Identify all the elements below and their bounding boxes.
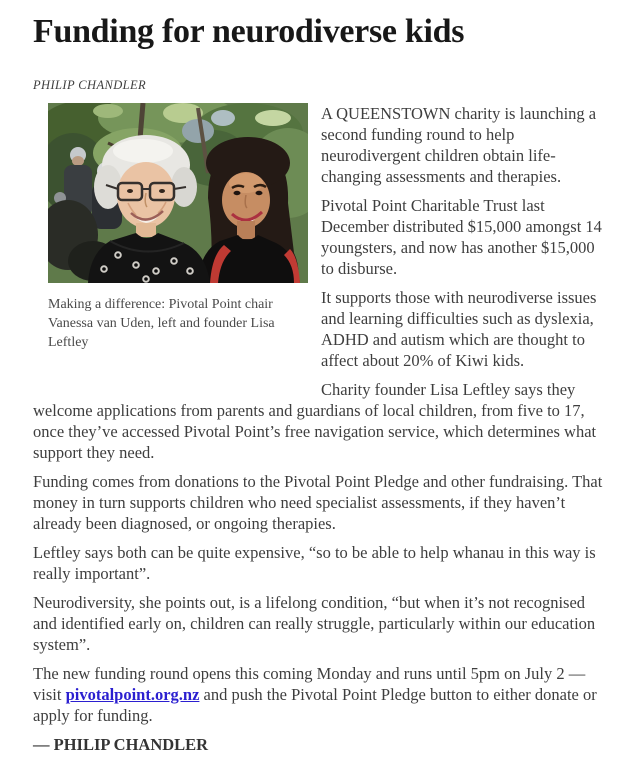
photo-caption: Making a difference: Pivotal Point chair Vanessa van Uden, left and founder Lisa Leftley — [48, 297, 275, 350]
paragraph-2: Pivotal Point Charitable Trust last December distributed $15,000 amongst 14 youngsters, and now has another $15,000 to disburse. — [321, 196, 602, 278]
photo-illustration — [48, 103, 308, 283]
paragraph-4: Charity founder Lisa Leftley says they welcome applications from parents and guardians of local children, from five to 17, once they’ve accessed Pivotal Point’s free navigation service, which determines what support they need. — [33, 380, 597, 462]
final-paragraph-after: and push the Pivotal Point Pledge button to either donate or apply for funding. — [33, 685, 597, 725]
byline: PHILIP CHANDLER — [33, 78, 147, 92]
final-paragraph-before: The new funding round opens this coming Monday and runs until 5pm on July 2 — visit — [33, 664, 586, 704]
article-body — [33, 103, 607, 755]
paragraph-1: A QUEENSTOWN charity is launching a second funding round to help neurodivergent children obtain life-changing assessments and therapies. — [321, 104, 597, 186]
photo-person-right — [198, 137, 300, 283]
paragraph-6: Leftley says both can be quite expensive, “so to be able to help whanau in this way is really important”. — [33, 543, 596, 583]
paragraph-5: Funding comes from donations to the Pivotal Point Pledge and other fundraising. That money in turn supports children who need specialist assessments, if they haven’t already been diagnosed, or ongoing therapies. — [33, 472, 603, 533]
pivotalpoint-link[interactable]: pivotalpoint.org.nz — [65, 685, 200, 704]
article-title: Funding for neurodiverse kids — [33, 13, 465, 50]
article-photo-figure — [48, 103, 308, 352]
paragraph-3: It supports those with neurodiverse issues and learning difficulties such as dyslexia, ADHD and autism which are thought to affect about 20% of Kiwi kids. — [321, 288, 597, 370]
paragraph-8 — [33, 663, 607, 726]
paragraph-7: Neurodiversity, she points out, is a lifelong condition, “but when it’s not recognised and identified early on, children can really struggle, particularly within our education system”. — [33, 593, 596, 654]
article-photo — [48, 103, 308, 283]
signoff: — PHILIP CHANDLER — [33, 735, 209, 754]
